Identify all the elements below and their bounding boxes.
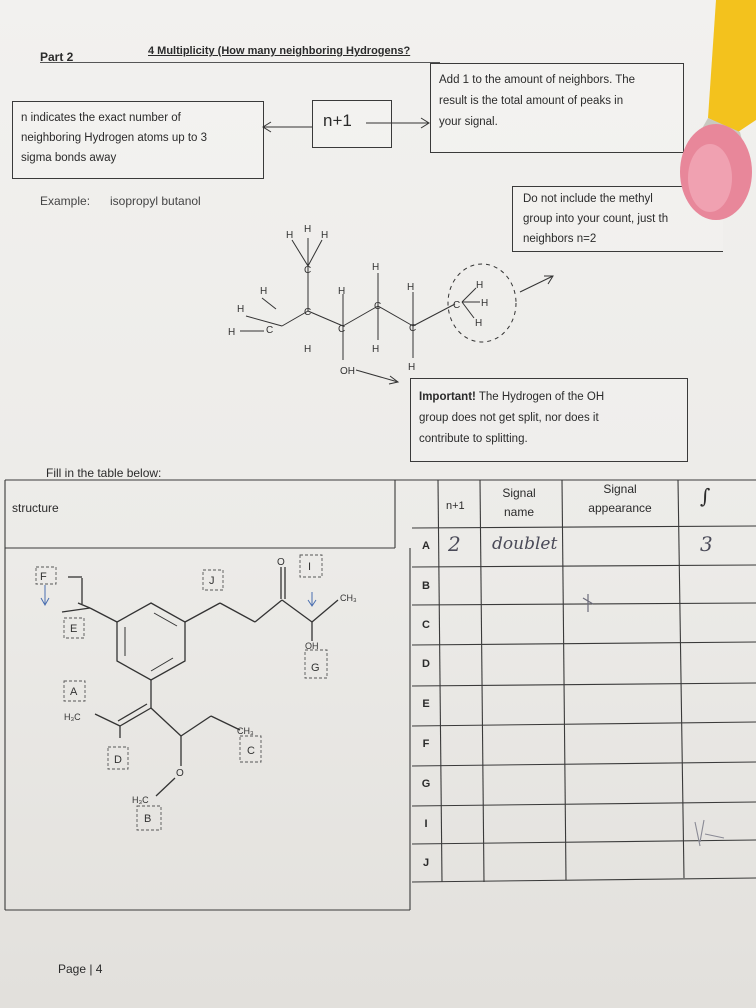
svg-text:OH: OH bbox=[340, 366, 355, 377]
section-title: 4 Multiplicity (How many neighboring Hydrogens? bbox=[148, 45, 411, 57]
label-i: I bbox=[308, 561, 312, 573]
svg-text:H: H bbox=[338, 286, 346, 297]
methyl-note-line-3: neighbors n=2 bbox=[523, 233, 597, 245]
n-definition-line-2: neighboring Hydrogen atoms up to 3 bbox=[21, 132, 208, 144]
svg-text:C: C bbox=[304, 265, 312, 276]
oh-note-line-3: contribute to splitting. bbox=[419, 433, 528, 445]
svg-text:H: H bbox=[237, 304, 245, 315]
n-definition-line-1: n indicates the exact number of bbox=[21, 112, 181, 124]
row-label-g: G bbox=[421, 778, 431, 790]
header-integration: ∫ bbox=[700, 484, 711, 508]
svg-text:C: C bbox=[453, 300, 461, 311]
label-oh: OH bbox=[305, 641, 319, 651]
svg-text:H: H bbox=[481, 298, 489, 309]
row-label-d: D bbox=[422, 658, 430, 670]
oh-note-line-1: The Hydrogen of the OH bbox=[475, 391, 605, 403]
label-h3c-a: H₃C bbox=[64, 712, 81, 722]
row-a-integration[interactable]: 3 bbox=[700, 532, 713, 556]
row-label-e: E bbox=[422, 698, 430, 710]
ketone-oxygen: O bbox=[277, 557, 285, 568]
header-structure: structure bbox=[12, 501, 59, 515]
header-signal-appearance-line-2: appearance bbox=[588, 501, 652, 515]
row-label-b: B bbox=[422, 580, 430, 592]
svg-text:H: H bbox=[407, 282, 415, 293]
example-compound: isopropyl butanol bbox=[110, 194, 201, 208]
oh-note-emphasis: Important! bbox=[419, 391, 476, 403]
label-h3c-b: H₃C bbox=[132, 795, 149, 805]
label-g: G bbox=[311, 662, 320, 674]
label-b: B bbox=[144, 813, 152, 825]
svg-text:H: H bbox=[408, 362, 416, 373]
example-label: Example: bbox=[40, 194, 91, 208]
svg-text:C: C bbox=[338, 324, 346, 335]
oh-note-line-2: group does not get split, nor does it bbox=[419, 412, 599, 424]
label-c: C bbox=[247, 745, 255, 757]
part-label: Part 2 bbox=[40, 50, 74, 64]
svg-text:H: H bbox=[304, 344, 312, 355]
svg-text:H: H bbox=[321, 230, 329, 241]
label-f: F bbox=[40, 571, 47, 583]
label-j: J bbox=[209, 575, 215, 587]
row-label-c: C bbox=[422, 619, 430, 631]
page-number: Page | 4 bbox=[58, 962, 103, 976]
n-definition-line-3: sigma bonds away bbox=[21, 152, 117, 164]
label-ch3-c: CH₃ bbox=[237, 726, 254, 736]
label-ch3-top: CH₃ bbox=[340, 593, 357, 603]
result-line-1: Add 1 to the amount of neighbors. The bbox=[439, 74, 636, 86]
row-label-f: F bbox=[422, 738, 430, 750]
row-label-i: I bbox=[424, 818, 428, 830]
ether-oxygen: O bbox=[176, 768, 184, 779]
result-line-2: result is the total amount of peaks in bbox=[439, 95, 624, 107]
svg-text:H: H bbox=[304, 224, 312, 235]
methyl-note-line-2: group into your count, just th bbox=[523, 213, 669, 225]
header-signal-name-line-2: name bbox=[503, 505, 535, 519]
svg-text:H: H bbox=[476, 280, 484, 291]
svg-text:H: H bbox=[228, 327, 236, 338]
svg-text:C: C bbox=[304, 307, 312, 318]
row-a-signal-name[interactable]: doublet bbox=[492, 534, 558, 554]
row-a-n-plus-1[interactable]: 2 bbox=[448, 532, 461, 556]
header-signal-appearance-line-1: Signal bbox=[603, 482, 637, 496]
header-n-plus-1: n+1 bbox=[446, 500, 465, 512]
label-d: D bbox=[114, 754, 122, 766]
result-line-3: your signal. bbox=[439, 116, 498, 128]
svg-text:H: H bbox=[372, 344, 380, 355]
svg-text:H: H bbox=[372, 262, 380, 273]
header-signal-name-line-1: Signal bbox=[502, 486, 536, 500]
svg-text:C: C bbox=[374, 301, 382, 312]
svg-text:H: H bbox=[475, 318, 483, 329]
svg-text:H: H bbox=[286, 230, 294, 241]
row-label-j: J bbox=[422, 857, 430, 869]
svg-text:H: H bbox=[260, 286, 268, 297]
label-a: A bbox=[70, 686, 78, 698]
methyl-note-line-1: Do not include the methyl bbox=[523, 193, 653, 205]
table-intro: Fill in the table below: bbox=[46, 466, 162, 480]
row-label-a: A bbox=[422, 540, 430, 552]
formula-text: n+1 bbox=[323, 111, 352, 130]
svg-text:C: C bbox=[266, 325, 274, 336]
svg-text:C: C bbox=[409, 323, 417, 334]
label-e: E bbox=[70, 623, 78, 635]
